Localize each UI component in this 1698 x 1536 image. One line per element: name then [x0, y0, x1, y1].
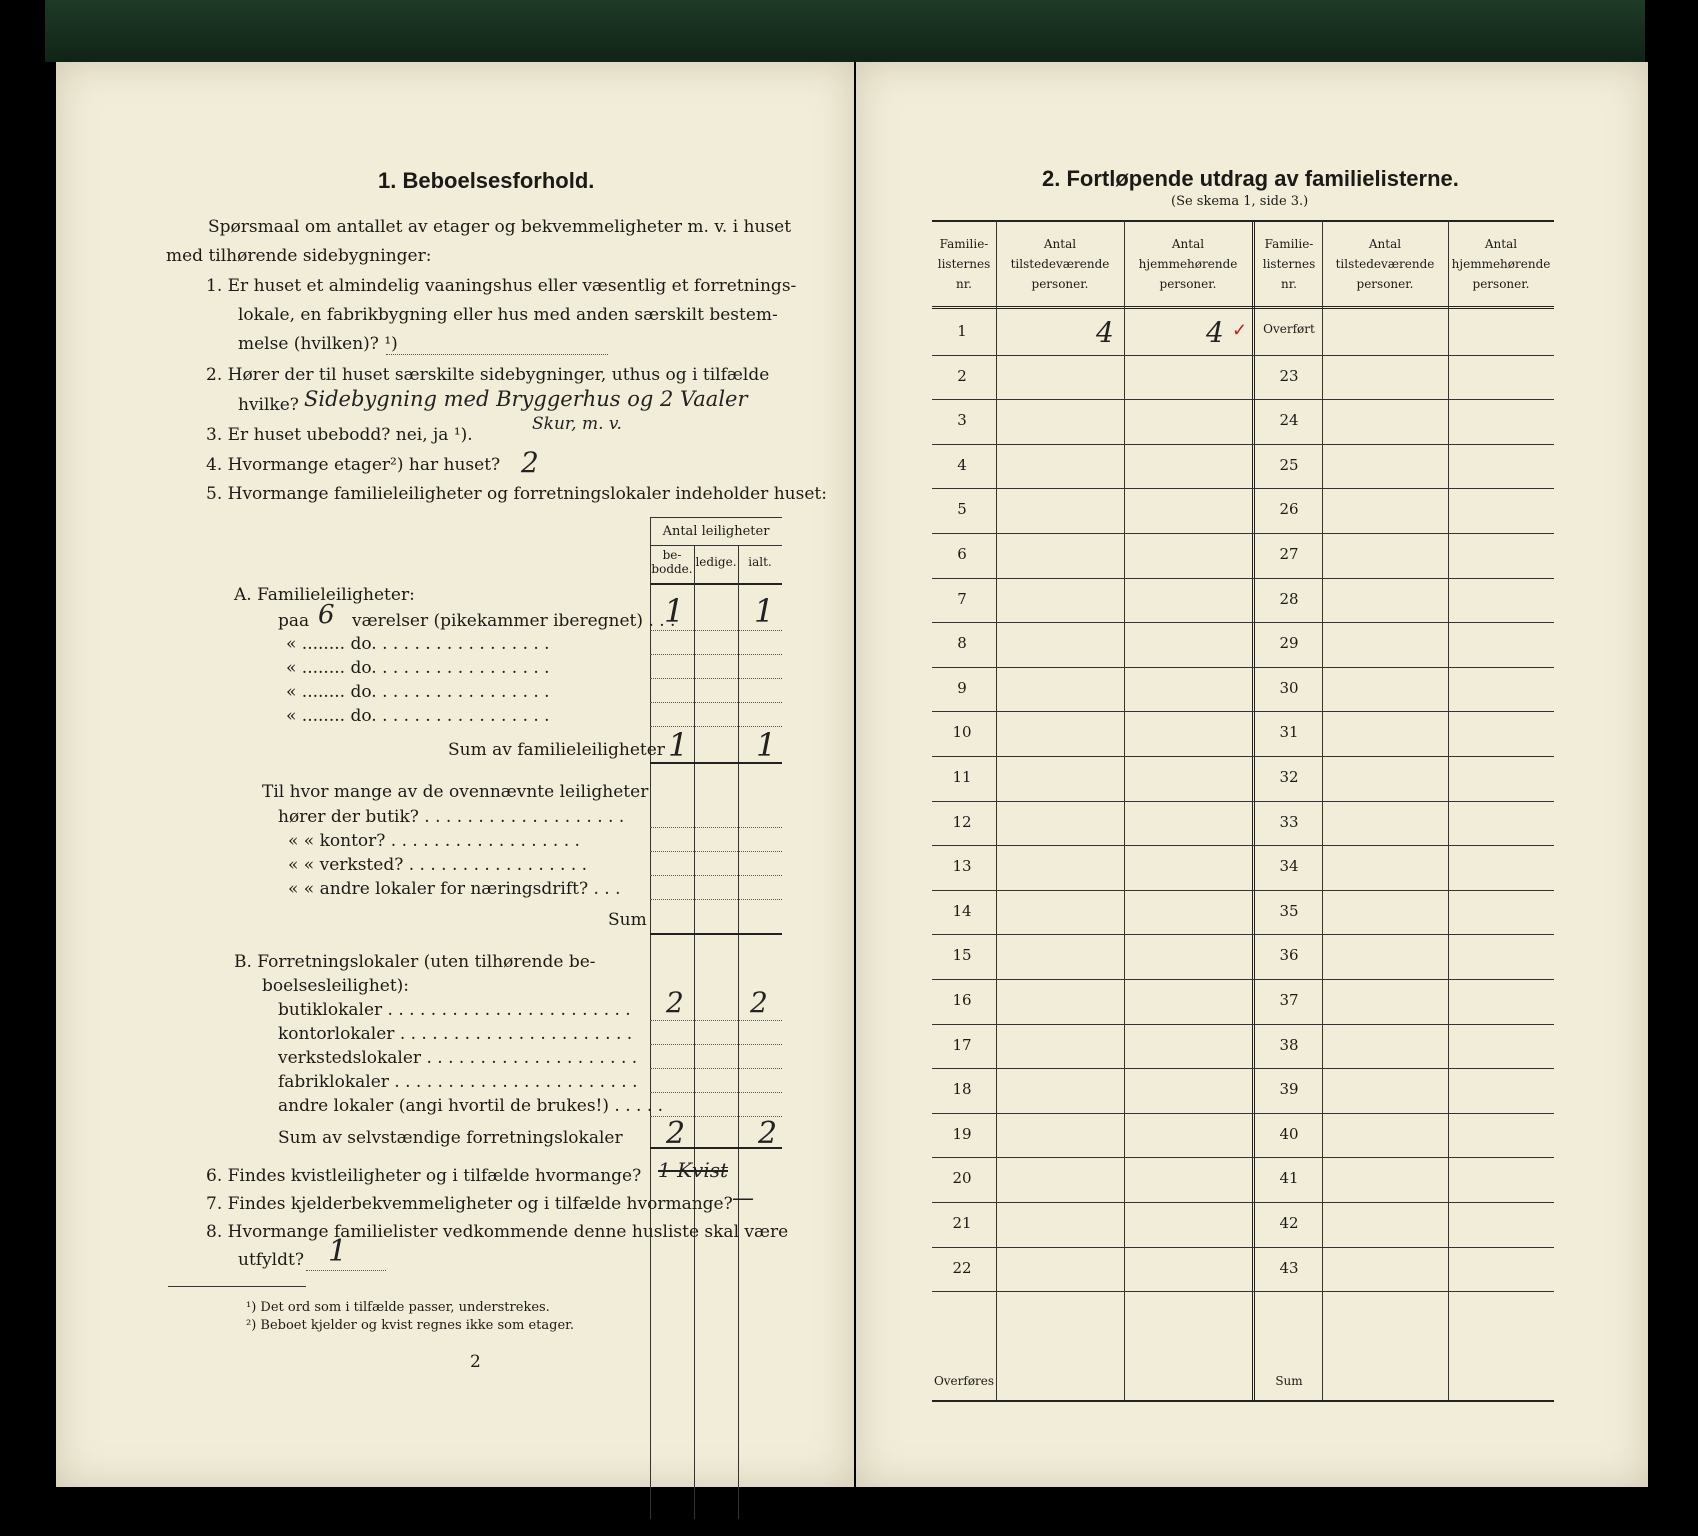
row-separator — [932, 890, 1554, 891]
col-line-2 — [694, 545, 695, 1519]
row-separator — [932, 1068, 1554, 1069]
header-nr-left: Familie- listernes nr. — [937, 237, 991, 291]
a-sum-line — [650, 762, 782, 764]
a-row1-prefix: paa — [278, 611, 310, 631]
b-sum-line — [650, 1147, 782, 1149]
row-separator — [932, 578, 1554, 579]
row-separator — [932, 355, 1554, 356]
row-separator — [932, 845, 1554, 846]
row-number-right: 39 — [1279, 1080, 1299, 1099]
footnote-1: ¹) Det ord som i tilfælde passer, understrekes. — [246, 1300, 550, 1315]
row-number-right: 27 — [1279, 545, 1299, 563]
grid-dot-line — [650, 1092, 782, 1093]
row-number-right: 34 — [1279, 857, 1299, 876]
til-line-5: « « andre lokaler for næringsdrift? . . . — [288, 879, 621, 899]
til-line-3: « « kontor? . . . . . . . . . . . . . . . . . . — [288, 831, 580, 851]
b-sum-bebodde: 2 — [666, 1116, 686, 1151]
row-number-left: 21 — [952, 1214, 972, 1232]
row-number-right: 30 — [1279, 678, 1299, 697]
row-number-right: 26 — [1279, 500, 1299, 519]
grid-dot-line — [650, 827, 782, 828]
col-line — [1322, 220, 1323, 1400]
answer-7: — — [732, 1186, 754, 1211]
row-number-right: 37 — [1279, 991, 1299, 1009]
question-2a: 2. Hører der til huset særskilte sidebygninger, uthus og i tilfælde — [206, 365, 770, 385]
row-separator — [932, 801, 1554, 802]
row-number-left: 5 — [957, 500, 967, 519]
b-butik-ialt: 2 — [750, 986, 768, 1019]
row-number-right: 43 — [1279, 1258, 1299, 1277]
col-line — [1448, 220, 1449, 1400]
til-sum-label: Sum — [608, 910, 647, 930]
b-row-fabrik: fabriklokaler . . . . . . . . . . . . . . . . . . . . . . . — [278, 1072, 638, 1092]
row-number-left: 22 — [952, 1258, 972, 1277]
til-sum-line — [650, 933, 782, 935]
row-number-left: 18 — [952, 1080, 972, 1099]
question-1c: melse (hvilken)? ¹) — [238, 334, 398, 354]
row-number-right: 29 — [1279, 634, 1299, 653]
row-separator — [932, 667, 1554, 668]
col-bebodde: be- bodde. — [651, 548, 693, 576]
row-number-right: 41 — [1279, 1169, 1299, 1188]
answer-2-continued: Skur, m. v. — [532, 414, 622, 434]
row-number-right: 28 — [1279, 589, 1299, 608]
col-line-3 — [738, 545, 739, 1519]
header-tilstede-left: Antal tilstedeværende personer. — [1010, 237, 1110, 291]
row-number-left: 7 — [957, 589, 967, 608]
row-number-left: 8 — [957, 634, 967, 653]
intro-line-2: med tilhørende sidebygninger: — [166, 246, 432, 266]
a-sum-label: Sum av familieleiligheter — [448, 740, 665, 760]
row-separator — [932, 1291, 1554, 1292]
row-number-left: 9 — [957, 678, 967, 697]
table-top-line — [650, 517, 782, 518]
page-number: 2 — [470, 1352, 481, 1372]
col-line — [1124, 220, 1125, 1400]
footnote-rule — [168, 1286, 306, 1287]
row1-check-mark: ✓ — [1232, 320, 1248, 341]
grid-dot-line — [650, 851, 782, 852]
row-separator — [932, 934, 1554, 935]
section-a-title: A. Familieleiligheter: — [234, 585, 415, 605]
a-do-row-1: « ........ do. . . . . . . . . . . . . . . . . — [286, 634, 550, 654]
row-separator — [932, 1202, 1554, 1203]
col-line-middle — [1252, 220, 1255, 1400]
row-number-left: 14 — [952, 901, 972, 920]
question-1b: lokale, en fabrikbygning eller hus med anden særskilt bestem- — [238, 305, 778, 325]
answer-4: 2 — [521, 446, 539, 479]
question-3: 3. Er huset ubebodd? nei, ja ¹). — [206, 425, 473, 445]
header-tilstede-right: Antal tilstedeværende personer. — [1335, 237, 1435, 291]
row-separator — [932, 444, 1554, 445]
table-subheader-line — [650, 583, 782, 585]
a-sum-bebodde: 1 — [668, 726, 689, 764]
answer-2: Sidebygning med Bryggerhus og 2 Vaaler — [304, 387, 748, 411]
row-separator — [932, 399, 1554, 400]
top-border — [45, 0, 1645, 62]
row-number-left: 15 — [952, 946, 972, 965]
row-number-right: 24 — [1279, 411, 1299, 430]
b-sum-ialt: 2 — [758, 1116, 778, 1151]
right-section-title: 2. Fortløpende utdrag av familielisterne. — [1042, 166, 1459, 191]
col-line-1 — [650, 517, 651, 1519]
b-row-kontor: kontorlokaler . . . . . . . . . . . . . . . . . . . . . . — [278, 1024, 633, 1044]
a-do-row-2: « ........ do. . . . . . . . . . . . . . . . . — [286, 658, 550, 678]
row-number-left: 17 — [952, 1035, 972, 1054]
right-page — [856, 62, 1648, 1487]
a-row1-rooms: 6 — [318, 600, 335, 630]
a-row1-suffix: værelser (pikekammer iberegnet) . . . — [352, 611, 676, 631]
row-number-left: 12 — [952, 812, 972, 831]
overfores-label: Overføres — [933, 1374, 995, 1388]
til-line-1: Til hvor mange av de ovennævnte leiligheter — [262, 782, 649, 802]
b-row-butik: butiklokaler . . . . . . . . . . . . . . . . . . . . . . . — [278, 1000, 631, 1020]
table-bottom-border — [932, 1400, 1554, 1402]
grid-dot-line — [650, 1020, 782, 1021]
question-8b: utfyldt? — [238, 1250, 304, 1270]
row-number-right: 31 — [1279, 723, 1299, 742]
row-number-left: 4 — [957, 455, 967, 474]
row-separator — [932, 488, 1554, 489]
sum-label: Sum — [1275, 1374, 1303, 1388]
grid-dot-line — [650, 1044, 782, 1045]
a-do-row-3: « ........ do. . . . . . . . . . . . . . . . . — [286, 682, 550, 702]
grid-dot-line — [650, 702, 782, 703]
b-butik-bebodde: 2 — [666, 986, 684, 1019]
b-row-verksted: verkstedslokaler . . . . . . . . . . . . . . . . . . . . — [278, 1048, 638, 1068]
row-number-right: 40 — [1279, 1124, 1299, 1143]
section-b-title-2: boelsesleilighet): — [262, 976, 410, 996]
header-hjemme-left: Antal hjemmehørende personer. — [1138, 237, 1238, 291]
right-subtitle: (Se skema 1, side 3.) — [1171, 194, 1309, 209]
grid-dot-line — [650, 630, 782, 631]
a-sum-ialt: 1 — [756, 726, 777, 764]
left-section-title: 1. Beboelsesforhold. — [378, 168, 595, 193]
row-number-left: 1 — [957, 322, 967, 340]
question-6: 6. Findes kvistleiligheter og i tilfælde hvormange? — [206, 1166, 642, 1186]
footnote-2: ²) Beboet kjelder og kvist regnes ikke som etager. — [246, 1318, 575, 1333]
question-8a: 8. Hvormange familielister vedkommende denne husliste skal være — [206, 1222, 789, 1242]
row-number-right: 38 — [1279, 1035, 1299, 1054]
row-separator — [932, 1113, 1554, 1114]
table-header-border — [932, 306, 1554, 309]
grid-dot-line — [650, 875, 782, 876]
grid-dot-line — [650, 899, 782, 900]
row-separator — [932, 1247, 1554, 1248]
header-nr-right: Familie- listernes nr. — [1262, 237, 1316, 291]
row1-hjemme-value: 4 — [1206, 316, 1224, 349]
row-separator — [932, 979, 1554, 980]
answer-6: 1 Kvist — [658, 1158, 729, 1182]
row-separator — [932, 1024, 1554, 1025]
row-number-right: 23 — [1279, 366, 1299, 385]
row-number-right: 36 — [1279, 946, 1299, 965]
row-number-left: 20 — [952, 1169, 972, 1188]
row-number-right: 35 — [1279, 901, 1299, 920]
row-number-left: 3 — [957, 411, 967, 430]
question-1a: 1. Er huset et almindelig vaaningshus eller væsentlig et forretnings- — [206, 276, 797, 296]
a-do-row-4: « ........ do. . . . . . . . . . . . . . . . . — [286, 706, 550, 726]
intro-line-1: Spørsmaal om antallet av etager og bekvemmeligheter m. v. i huset — [208, 217, 792, 237]
row-number-left: 11 — [952, 768, 972, 786]
grid-dot-line — [650, 654, 782, 655]
grid-dot-line — [650, 678, 782, 679]
answer-8: 1 — [328, 1234, 348, 1269]
row-separator — [932, 622, 1554, 623]
row-number-left: 6 — [957, 545, 967, 563]
row-number-left: 16 — [952, 991, 972, 1009]
col-line — [996, 220, 997, 1400]
header-hjemme-right: Antal hjemmehørende personer. — [1451, 237, 1551, 291]
row-number-left: 19 — [952, 1124, 972, 1143]
a-row1-bebodde: 1 — [664, 592, 685, 630]
question-7: 7. Findes kjelderbekvemmeligheter og i tilfælde hvormange? — [206, 1194, 733, 1214]
row-number-right: Overført — [1263, 322, 1315, 336]
row-number-right: 25 — [1279, 455, 1299, 474]
til-line-4: « « verksted? . . . . . . . . . . . . . . . . . — [288, 855, 588, 875]
row-separator — [932, 711, 1554, 712]
b-sum-label: Sum av selvstændige forretningslokaler — [278, 1128, 623, 1148]
left-page — [56, 62, 854, 1487]
grid-dot-line — [650, 1068, 782, 1069]
table-header: Antal leiligheter — [662, 524, 770, 539]
b-row-andre: andre lokaler (angi hvortil de brukes!) . . . . . — [278, 1096, 664, 1116]
question-4: 4. Hvormange etager²) har huset? — [206, 455, 501, 475]
row-number-right: 42 — [1279, 1214, 1299, 1232]
row-number-right: 32 — [1279, 768, 1299, 786]
col-ialt: ialt. — [748, 555, 772, 569]
table-top-border — [932, 220, 1554, 222]
row-separator — [932, 533, 1554, 534]
row-number-right: 33 — [1279, 812, 1299, 831]
til-line-2: hører der butik? . . . . . . . . . . . . . . . . . . . — [278, 807, 625, 827]
row-number-left: 10 — [952, 723, 972, 742]
row-separator — [932, 756, 1554, 757]
row1-tilstede-value: 4 — [1096, 316, 1114, 349]
col-ledige: ledige. — [695, 555, 737, 569]
row-number-left: 13 — [952, 857, 972, 876]
row-number-left: 2 — [957, 366, 967, 385]
row-separator — [932, 1157, 1554, 1158]
answer-8-line — [306, 1270, 386, 1271]
question-5: 5. Hvormange familieleiligheter og forretningslokaler indeholder huset: — [206, 484, 827, 504]
question-2b: hvilke? — [238, 395, 299, 415]
section-b-title-1: B. Forretningslokaler (uten tilhørende be- — [234, 952, 596, 972]
a-row1-ialt: 1 — [754, 592, 775, 630]
table-header-line — [650, 545, 782, 546]
answer-line-1 — [386, 354, 608, 355]
